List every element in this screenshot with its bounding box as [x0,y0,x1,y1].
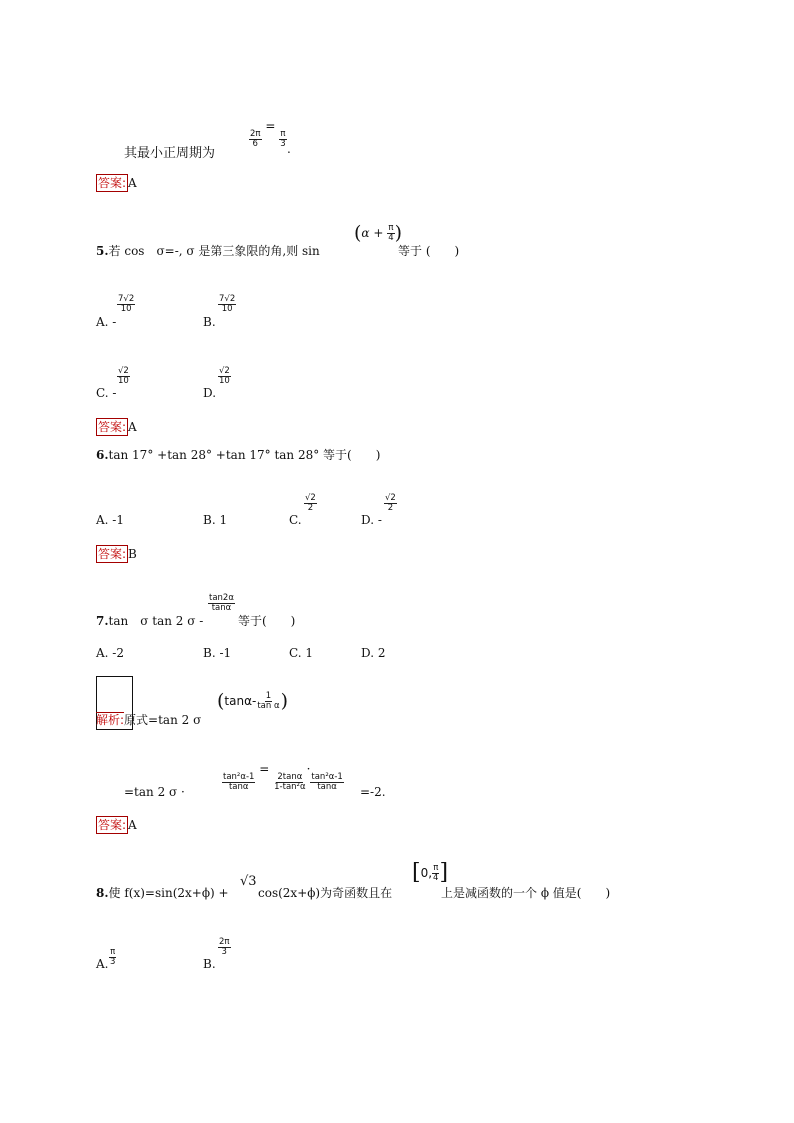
q5-stem [96,242,320,259]
frac-den: 10 [118,375,129,386]
frac-num: √2 [219,366,230,376]
dot: · [306,762,311,776]
q6-option-b: B. 1 [203,513,228,527]
frac-den: 10 [120,303,132,314]
frac-den: 10 [221,303,233,314]
solution-line-2: =tan 2 σ · [124,785,185,799]
answer-row-7 [96,816,137,834]
frac-num: tan2α [209,593,234,603]
frac-den: 2 [307,502,314,513]
frac-den: tan α [257,700,280,711]
q5-option-a: A. - [96,315,117,329]
q5-text-2: 等于 ( ) [398,244,460,258]
frac-num: π [388,222,394,233]
q5-text-1: 若 cos σ=-, σ 是第三象限的角,则 sin [108,244,320,258]
answer-value: B [128,547,137,561]
frac-num: π [110,947,116,957]
q7-option-c: C. 1 [289,646,314,660]
frac-den: 3 [221,946,227,957]
answer-value: A [128,420,137,434]
q7-text-1: tan σ tan 2 σ - [108,614,204,628]
period-formula [249,119,287,149]
q8-stem [96,884,229,901]
q7-text-2: 等于( ) [238,614,296,628]
sqrt3: √3 [240,874,257,889]
q8-option-b-frac [218,933,231,957]
q7-stem [96,612,203,629]
q8-text-1: 使 f(x)=sin(2x+ϕ) + [108,886,229,900]
frac-den: 6 [252,138,258,149]
question-number: 8. [96,886,109,900]
solution-end: =-2. [360,785,386,799]
answer-value: A [128,176,137,190]
answer-value: A [128,818,137,832]
q7-option-b: B. -1 [203,646,232,660]
frac-den: tanα [211,602,232,613]
question-number: 7. [96,614,109,628]
frac-den: tanα [317,781,337,792]
interval-start: 0, [420,866,433,880]
q7-frac [208,589,235,613]
frac-num: √2 [305,493,316,503]
frac-num: tan²α-1 [311,772,343,782]
q5-option-d: D. [203,386,217,400]
q7-option-d: D. 2 [361,646,386,660]
q5-option-d-frac [218,362,231,386]
frac-den: 3 [110,956,116,967]
answer-label: 答案: [98,420,127,434]
q6-option-c-frac [304,489,317,513]
frac-num: 2π [250,129,261,139]
question-number: 6. [96,448,109,462]
paren-tan: tanα- [224,694,257,708]
frac-den: 3 [280,138,286,149]
frac-num: π [280,129,286,139]
frac-num: π [433,862,439,873]
q6-option-d-frac [384,489,397,513]
q5-paren-expr: (α + $\frac{\pi}{4}$ ) [354,222,403,244]
solution-formula [222,762,344,792]
answer-label: 答案: [98,547,127,561]
q5-option-b: B. [203,315,216,329]
answer-label: 答案: [98,176,127,190]
period-text: 其最小正周期为 [124,146,216,161]
frac-num: 7√2 [219,294,236,304]
q6-stem [96,446,380,463]
question-number: 5. [96,244,109,258]
frac-den: 1-tan²α [274,781,306,792]
frac-den: 4 [433,872,439,883]
equals: = [259,762,270,776]
answer-row-1 [96,174,137,192]
q8-text-2: cos(2x+ϕ)为奇函数且在 [258,886,393,900]
frac-num: √2 [385,493,396,503]
q8-interval: [0, $\frac{\pi}{4}$ ] [412,860,449,885]
frac-num: tan²α-1 [223,772,255,782]
q5-option-b-frac [218,290,236,314]
solution-paren-expr: (tanα- $\frac{1}{\text{tan α}}$ ) [217,690,288,712]
q6-option-a: A. -1 [96,513,124,527]
q8-option-a: A. [96,957,109,971]
q5-option-a-frac [117,290,135,314]
solution-label: 解析: [96,713,125,727]
q5-option-c-frac [117,362,130,386]
solution-text-1: 原式=tan 2 σ [124,713,202,727]
answer-row-5 [96,418,137,436]
q8-option-b: B. [203,957,216,971]
frac-den: 2 [387,502,394,513]
frac-num: 2π [219,937,230,947]
frac-den: 4 [388,232,394,243]
frac-den: 10 [219,375,230,386]
q6-option-d: D. - [361,513,382,527]
q6-text: tan 17° +tan 28° +tan 17° tan 28° 等于( ) [108,448,381,462]
q6-option-c: C. [289,513,302,527]
q8-option-a-frac [109,943,116,967]
q5-option-c: C. - [96,386,117,400]
frac-num: 7√2 [118,294,135,304]
q7-option-a: A. -2 [96,646,124,660]
answer-row-6 [96,545,137,563]
answer-label: 答案: [98,818,127,832]
frac-num: √2 [118,366,129,376]
frac-den: tanα [228,781,249,792]
paren-alpha: α + [361,226,384,240]
frac-num: 2tanα [277,772,303,782]
solution-line-1 [96,711,201,728]
equals: = [265,119,276,133]
q8-text-3: 上是减函数的一个 ϕ 值是( ) [441,886,611,900]
frac-num: 1 [265,690,272,701]
period-end: . [287,142,291,156]
